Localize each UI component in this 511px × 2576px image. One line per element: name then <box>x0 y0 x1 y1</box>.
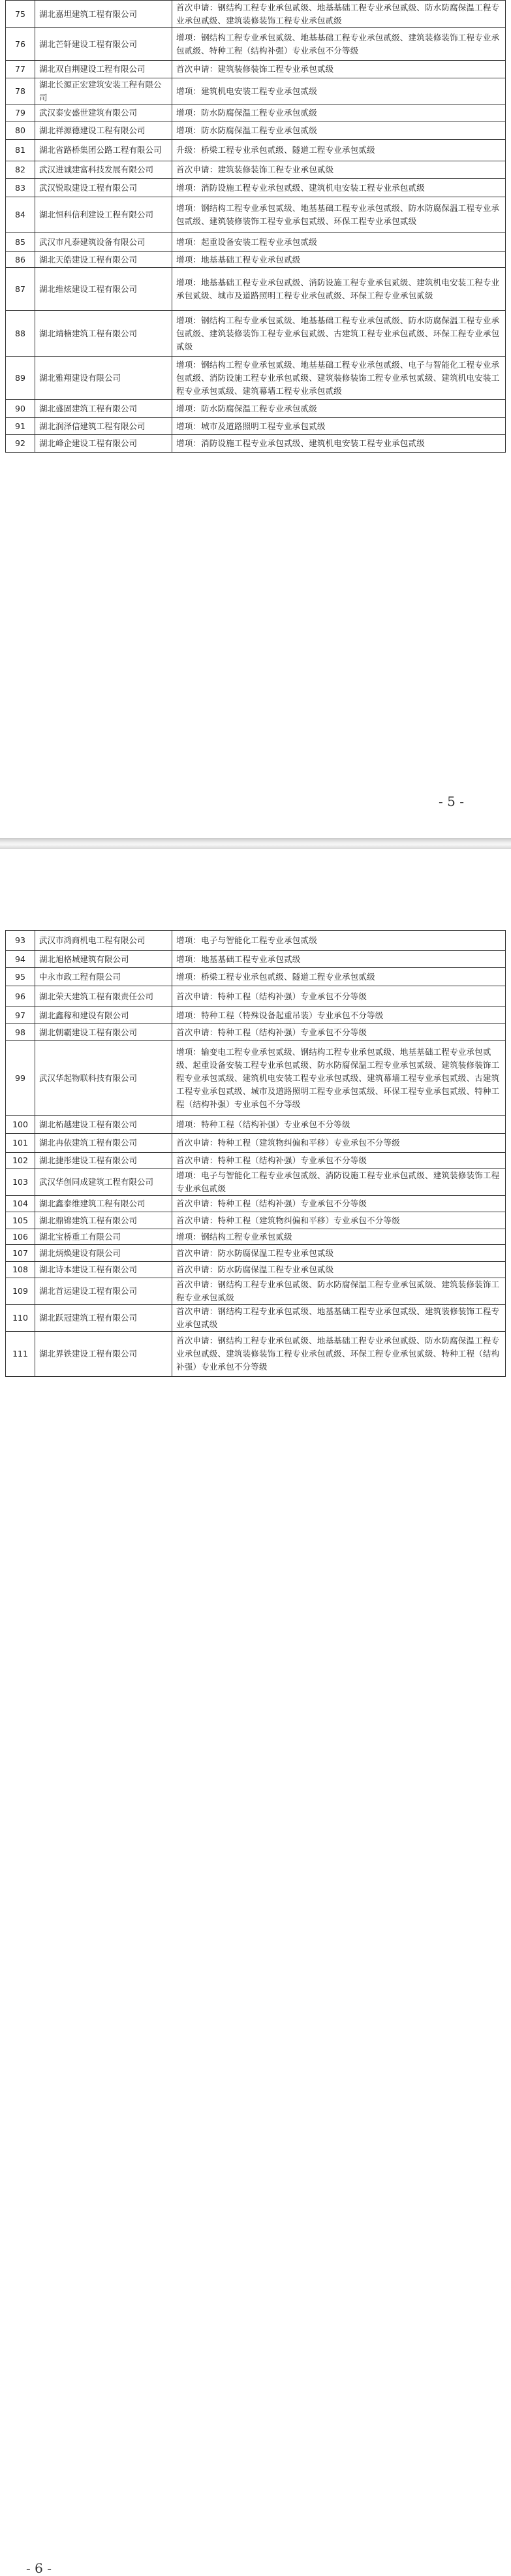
table-row <box>6 1 506 28</box>
company-name: 湖北芒轩建设工程有限公司 <box>35 28 172 61</box>
row-number: 77 <box>6 61 35 78</box>
table-row <box>6 252 506 268</box>
qualification-items: 首次申请：特种工程（结构补强）专业承包不分等级 <box>172 1024 506 1041</box>
row-number: 109 <box>6 1278 35 1305</box>
row-number: 82 <box>6 161 35 179</box>
qualification-items: 首次申请：钢结构工程专业承包贰级、地基基础工程专业承包贰级、建筑装修装饰工程专业承包贰级 <box>172 1305 506 1332</box>
row-number: 98 <box>6 1024 35 1041</box>
table-row <box>6 400 506 418</box>
company-name: 湖北峰企建设工程有限公司 <box>35 435 172 453</box>
table-row <box>6 357 506 400</box>
company-name: 湖北鑫泰维建筑工程有限公司 <box>35 1196 172 1212</box>
table-row <box>6 311 506 357</box>
table-row <box>6 1212 506 1229</box>
qualification-items: 首次申请：特种工程（结构补强）专业承包不分等级 <box>172 1196 506 1212</box>
table-row <box>6 1134 506 1153</box>
company-name: 湖北维炫建设工程有限公司 <box>35 268 172 311</box>
qualification-items: 增项：地基基础工程专业承包贰级 <box>172 252 506 268</box>
company-name: 中永市政工程有限公司 <box>35 968 172 986</box>
row-number: 101 <box>6 1134 35 1153</box>
table-row <box>6 1116 506 1134</box>
table-row <box>6 951 506 968</box>
page-number: - 6 - <box>26 2560 52 2576</box>
qualification-items: 增项：钢结构工程专业承包贰级 <box>172 1229 506 1245</box>
qualification-items: 增项：钢结构工程专业承包贰级、地基基础工程专业承包贰级、防水防腐保温工程专业承包贰级、建筑装修装饰工程专业承包贰级、古建筑工程专业承包贰级、环保工程专业承包贰级 <box>172 311 506 357</box>
company-name: 湖北祥源德建设工程有限公司 <box>35 121 172 140</box>
qualification-items: 增项：特种工程（特殊设备起重吊装）专业承包不分等级 <box>172 1007 506 1024</box>
table-row <box>6 1153 506 1169</box>
row-number: 111 <box>6 1332 35 1377</box>
table-row <box>6 268 506 311</box>
company-name: 湖北柘越建设工程有限公司 <box>35 1116 172 1134</box>
qualification-table-page-5 <box>5 0 506 453</box>
table-body <box>6 1 506 453</box>
table-row <box>6 968 506 986</box>
table-row <box>6 1305 506 1332</box>
company-name: 湖北首运建设工程有限公司 <box>35 1278 172 1305</box>
table-row <box>6 1245 506 1262</box>
page-number: - 5 - <box>439 794 464 809</box>
company-name: 湖北炳焕建设有限公司 <box>35 1245 172 1262</box>
row-number: 75 <box>6 1 35 28</box>
qualification-items: 增项：输变电工程专业承包贰级、钢结构工程专业承包贰级、地基基础工程专业承包贰级、起重设备安装工程专业承包贰级、防水防腐保温工程专业承包贰级、建筑装修装饰工程专业承包贰级、建筑机电安装工程专业承包贰级、建筑幕墙工程专业承包贰级、古建筑工程专业承包贰级、城市及道路照明工程专业承包贰级、环保工程专业承包贰级、特种工程（结构补强）专业承包不分等级 <box>172 1041 506 1116</box>
qualification-items: 首次申请：钢结构工程专业承包贰级、防水防腐保温工程专业承包贰级、建筑装修装饰工程专业承包贰级 <box>172 1278 506 1305</box>
row-number: 100 <box>6 1116 35 1134</box>
qualification-items: 增项：电子与智能化工程专业承包贰级、消防设施工程专业承包贰级、建筑装修装饰工程专业承包贰级 <box>172 1169 506 1196</box>
table-row <box>6 197 506 233</box>
qualification-items: 首次申请：钢结构工程专业承包贰级、地基基础工程专业承包贰级、防水防腐保温工程专业承包贰级、建筑装修装饰工程专业承包贰级 <box>172 1 506 28</box>
company-name: 湖北朝霸建设工程有限公司 <box>35 1024 172 1041</box>
company-name: 湖北省路桥集团公路工程有限公司 <box>35 140 172 161</box>
table-row <box>6 121 506 140</box>
row-number: 90 <box>6 400 35 418</box>
qualification-items: 首次申请：防水防腐保温工程专业承包贰级 <box>172 1262 506 1278</box>
row-number: 95 <box>6 968 35 986</box>
company-name: 武汉进诚建富科技发展有限公司 <box>35 161 172 179</box>
qualification-items: 首次申请：特种工程（结构补强）专业承包不分等级 <box>172 986 506 1007</box>
qualification-items: 首次申请：特种工程（建筑物纠偏和平移）专业承包不分等级 <box>172 1134 506 1153</box>
qualification-items: 增项：建筑机电安装工程专业承包贰级 <box>172 78 506 105</box>
row-number: 78 <box>6 78 35 105</box>
company-name: 湖北鼎锦建筑工程有限公司 <box>35 1212 172 1229</box>
row-number: 79 <box>6 105 35 121</box>
table-row <box>6 986 506 1007</box>
document-page-5 <box>0 0 511 838</box>
page-separator <box>0 838 511 849</box>
row-number: 94 <box>6 951 35 968</box>
row-number: 97 <box>6 1007 35 1024</box>
row-number: 80 <box>6 121 35 140</box>
table-row <box>6 61 506 78</box>
row-number: 107 <box>6 1245 35 1262</box>
row-number: 88 <box>6 311 35 357</box>
qualification-items: 首次申请：防水防腐保温工程专业承包贰级 <box>172 1245 506 1262</box>
table-row <box>6 1229 506 1245</box>
qualification-items: 增项：城市及道路照明工程专业承包贰级 <box>172 418 506 435</box>
table-row <box>6 1196 506 1212</box>
company-name: 武汉泰安盛世建筑有限公司 <box>35 105 172 121</box>
row-number: 96 <box>6 986 35 1007</box>
company-name: 湖北宝桥重工有限公司 <box>35 1229 172 1245</box>
row-number: 85 <box>6 233 35 252</box>
table-row <box>6 78 506 105</box>
row-number: 105 <box>6 1212 35 1229</box>
row-number: 86 <box>6 252 35 268</box>
qualification-items: 增项：钢结构工程专业承包贰级、地基基础工程专业承包贰级、建筑装修装饰工程专业承包贰级、特种工程（结构补强）专业承包不分等级 <box>172 28 506 61</box>
company-name: 武汉市凡泰建筑设备有限公司 <box>35 233 172 252</box>
table-row <box>6 1278 506 1305</box>
row-number: 89 <box>6 357 35 400</box>
qualification-items: 增项：地基基础工程专业承包贰级 <box>172 951 506 968</box>
company-name: 武汉华起物联科技有限公司 <box>35 1041 172 1116</box>
row-number: 110 <box>6 1305 35 1332</box>
table-row <box>6 179 506 197</box>
table-row <box>6 418 506 435</box>
qualification-items: 增项：钢结构工程专业承包贰级、地基基础工程专业承包贰级、防水防腐保温工程专业承包贰级、建筑装修装饰工程专业承包贰级、环保工程专业承包贰级 <box>172 197 506 233</box>
table-row <box>6 1007 506 1024</box>
table-row <box>6 28 506 61</box>
row-number: 81 <box>6 140 35 161</box>
row-number: 102 <box>6 1153 35 1169</box>
qualification-items: 增项：消防设施工程专业承包贰级、建筑机电安装工程专业承包贰级 <box>172 179 506 197</box>
qualification-items: 升级：桥梁工程专业承包贰级、隧道工程专业承包贰级 <box>172 140 506 161</box>
company-name: 湖北界铁建设工程有限公司 <box>35 1332 172 1377</box>
qualification-items: 增项：防水防腐保温工程专业承包贰级 <box>172 400 506 418</box>
qualification-table-page-6 <box>5 930 506 1377</box>
qualification-items: 增项：消防设施工程专业承包贰级、建筑机电安装工程专业承包贰级 <box>172 435 506 453</box>
qualification-items: 首次申请：建筑装修装饰工程专业承包贰级 <box>172 61 506 78</box>
row-number: 106 <box>6 1229 35 1245</box>
company-name: 湖北旭格城建筑有限公司 <box>35 951 172 968</box>
row-number: 83 <box>6 179 35 197</box>
qualification-items: 增项：电子与智能化工程专业承包贰级 <box>172 931 506 951</box>
row-number: 92 <box>6 435 35 453</box>
row-number: 91 <box>6 418 35 435</box>
row-number: 104 <box>6 1196 35 1212</box>
table-row <box>6 140 506 161</box>
company-name: 武汉锐取建设工程有限公司 <box>35 179 172 197</box>
table-row <box>6 1262 506 1278</box>
qualification-items: 增项：桥梁工程专业承包贰级、隧道工程专业承包贰级 <box>172 968 506 986</box>
qualification-items: 增项：防水防腐保温工程专业承包贰级 <box>172 105 506 121</box>
table-row <box>6 1332 506 1377</box>
row-number: 76 <box>6 28 35 61</box>
row-number: 87 <box>6 268 35 311</box>
qualification-items: 首次申请：建筑装修装饰工程专业承包贰级 <box>172 161 506 179</box>
company-name: 湖北嘉坦建筑工程有限公司 <box>35 1 172 28</box>
qualification-items: 首次申请：特种工程（结构补强）专业承包不分等级 <box>172 1153 506 1169</box>
company-name: 湖北天皓建设工程有限公司 <box>35 252 172 268</box>
qualification-items: 首次申请：特种工程（建筑物纠偏和平移）专业承包不分等级 <box>172 1212 506 1229</box>
row-number: 108 <box>6 1262 35 1278</box>
company-name: 湖北双自荆建设工程有限公司 <box>35 61 172 78</box>
company-name: 湖北雅翔建设有限公司 <box>35 357 172 400</box>
company-name: 湖北诗本建设工程有限公司 <box>35 1262 172 1278</box>
table-row <box>6 1169 506 1196</box>
row-number: 99 <box>6 1041 35 1116</box>
table-body <box>6 931 506 1377</box>
company-name: 湖北鑫稼和建设有限公司 <box>35 1007 172 1024</box>
qualification-items: 增项：防水防腐保温工程专业承包贰级 <box>172 121 506 140</box>
document-page-6 <box>0 849 511 2576</box>
table-row <box>6 161 506 179</box>
company-name: 湖北恒科信利建设工程有限公司 <box>35 197 172 233</box>
table-row <box>6 931 506 951</box>
company-name: 湖北靖楠建筑工程有限公司 <box>35 311 172 357</box>
row-number: 93 <box>6 931 35 951</box>
company-name: 湖北长源正宏建筑安装工程有限公司 <box>35 78 172 105</box>
company-name: 湖北跃冠建筑工程有限公司 <box>35 1305 172 1332</box>
qualification-items: 增项：地基基础工程专业承包贰级、消防设施工程专业承包贰级、建筑机电安装工程专业承包贰级、城市及道路照明工程专业承包贰级、环保工程专业承包贰级 <box>172 268 506 311</box>
company-name: 湖北捷彤建设工程有限公司 <box>35 1153 172 1169</box>
company-name: 湖北冉依建筑工程有限公司 <box>35 1134 172 1153</box>
company-name: 湖北润泽信建筑工程有限公司 <box>35 418 172 435</box>
qualification-items: 首次申请：钢结构工程专业承包贰级、地基基础工程专业承包贰级、防水防腐保温工程专业承包贰级、建筑装修装饰工程专业承包贰级、环保工程专业承包贰级、特种工程（结构补强）专业承包不分等级 <box>172 1332 506 1377</box>
table-row <box>6 233 506 252</box>
company-name: 武汉华创同成建筑工程有限公司 <box>35 1169 172 1196</box>
qualification-items: 增项：特种工程（结构补强）专业承包不分等级 <box>172 1116 506 1134</box>
table-row <box>6 1041 506 1116</box>
row-number: 103 <box>6 1169 35 1196</box>
qualification-items: 增项：起重设备安装工程专业承包贰级 <box>172 233 506 252</box>
company-name: 湖北盛固建筑工程有限公司 <box>35 400 172 418</box>
table-row <box>6 1024 506 1041</box>
company-name: 湖北荣天建筑工程有限责任公司 <box>35 986 172 1007</box>
row-number: 84 <box>6 197 35 233</box>
company-name: 武汉市鸿商机电工程有限公司 <box>35 931 172 951</box>
table-row <box>6 105 506 121</box>
qualification-items: 增项：钢结构工程专业承包贰级、地基基础工程专业承包贰级、电子与智能化工程专业承包贰级、消防设施工程专业承包贰级、建筑装修装饰工程专业承包贰级、建筑机电安装工程专业承包贰级、建筑幕墙工程专业承包贰级 <box>172 357 506 400</box>
table-row <box>6 435 506 453</box>
